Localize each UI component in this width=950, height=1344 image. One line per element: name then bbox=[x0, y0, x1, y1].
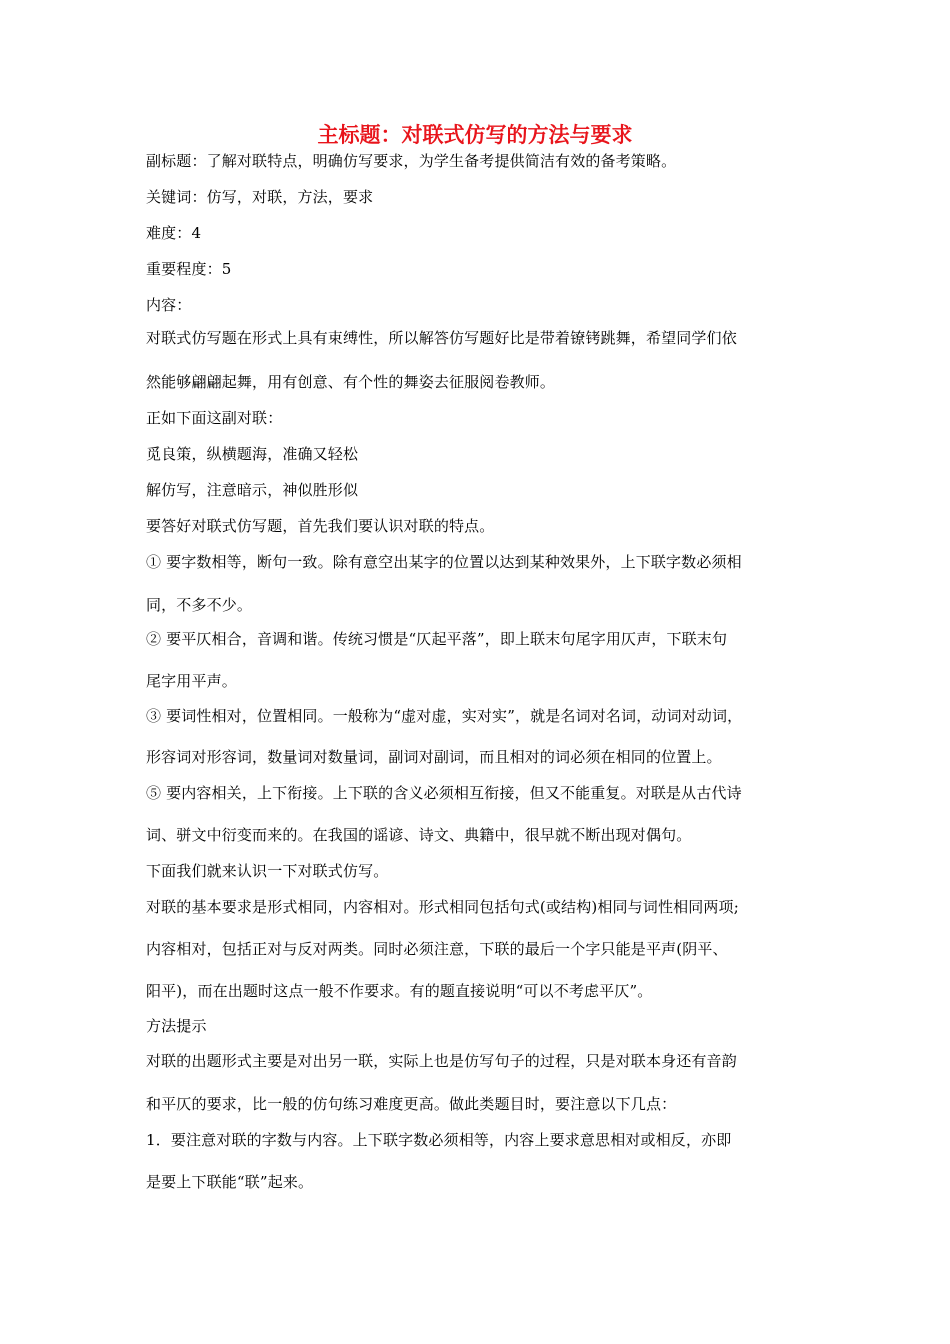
list-item-line: 词、骈文中衍变而来的。在我国的谣谚、诗文、典籍中，很早就不断出现对偶句。 bbox=[146, 826, 692, 844]
list-item-line: 1．要注意对联的字数与内容。上下联字数必须相等，内容上要求意思相对或相反，亦即 bbox=[146, 1131, 732, 1149]
importance-line: 重要程度：5 bbox=[146, 260, 232, 278]
paragraph-line: 阳平)，而在出题时这点一般不作要求。有的题直接说明“可以不考虑平仄”。 bbox=[146, 982, 653, 1000]
paragraph-line: 然能够翩翩起舞，用有创意、有个性的舞姿去征服阅卷教师。 bbox=[146, 373, 556, 391]
paragraph-line: 对联的出题形式主要是对出另一联，实际上也是仿写句子的过程，只是对联本身还有音韵 bbox=[146, 1052, 737, 1070]
paragraph-line: 要答好对联式仿写题，首先我们要认识对联的特点。 bbox=[146, 517, 495, 535]
subtitle-line: 副标题：了解对联特点，明确仿写要求，为学生备考提供简洁有效的备考策略。 bbox=[146, 152, 677, 170]
paragraph-line: 对联式仿写题在形式上具有束缚性，所以解答仿写题好比是带着镣铐跳舞，希望同学们依 bbox=[146, 329, 737, 347]
section-heading: 方法提示 bbox=[146, 1017, 207, 1035]
paragraph-line: 对联的基本要求是形式相同，内容相对。形式相同包括句式(或结构)相同与词性相同两项; bbox=[146, 898, 739, 916]
list-item-line: ⑤ 要内容相关，上下衔接。上下联的含义必须相互衔接，但又不能重复。对联是从古代诗 bbox=[146, 784, 742, 802]
list-item-line: ③ 要词性相对，位置相同。一般称为“虚对虚，实对实”，就是名词对名词，动词对动词， bbox=[146, 707, 743, 725]
paragraph-line: 内容相对，包括正对与反对两类。同时必须注意，下联的最后一个字只能是平声(阴平、 bbox=[146, 940, 728, 958]
content-label: 内容： bbox=[146, 296, 192, 314]
paragraph-line: 和平仄的要求，比一般的仿句练习难度更高。做此类题目时，要注意以下几点： bbox=[146, 1095, 677, 1113]
list-item-line: ② 要平仄相合，音调和谐。传统习惯是“仄起平落”，即上联末句尾字用仄声，下联末句 bbox=[146, 630, 728, 648]
paragraph-line: 正如下面这副对联： bbox=[146, 409, 283, 427]
couplet-line: 解仿写，注意暗示，神似胜形似 bbox=[146, 481, 359, 499]
paragraph-line: 下面我们就来认识一下对联式仿写。 bbox=[146, 862, 389, 880]
list-item-line: ① 要字数相等，断句一致。除有意空出某字的位置以达到某种效果外，上下联字数必须相 bbox=[146, 553, 742, 571]
keywords-line: 关键词：仿写，对联，方法，要求 bbox=[146, 188, 374, 206]
couplet-line: 觅良策，纵横题海，准确又轻松 bbox=[146, 445, 359, 463]
difficulty-line: 难度：4 bbox=[146, 224, 202, 242]
main-title: 主标题：对联式仿写的方法与要求 bbox=[317, 123, 633, 147]
list-item-line: 是要上下联能“联”起来。 bbox=[146, 1173, 314, 1191]
list-item-line: 形容词对形容词，数量词对数量词，副词对副词，而且相对的词必须在相同的位置上。 bbox=[146, 748, 722, 766]
list-item-line: 同，不多不少。 bbox=[146, 596, 253, 614]
list-item-line: 尾字用平声。 bbox=[146, 672, 237, 690]
